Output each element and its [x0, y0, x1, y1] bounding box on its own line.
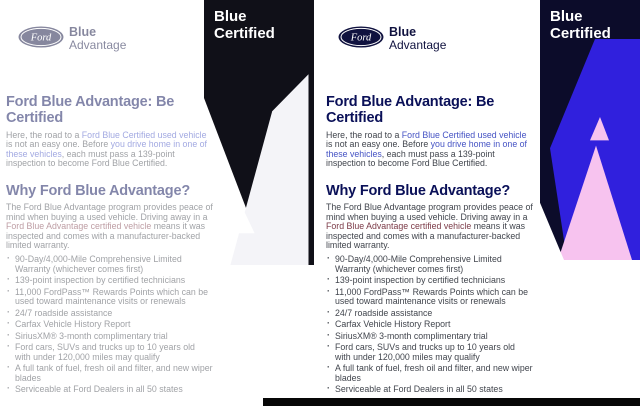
- paragraph-text: , each must pass a 139-point inspection to become Ford Blue Certified.: [6, 148, 175, 169]
- paragraph-text: , each must pass a 139-point inspection to become Ford Blue Certified.: [326, 148, 495, 169]
- logo-wordmark: [69, 26, 126, 52]
- list-item: · 139-point inspection by certified technicians: [326, 276, 533, 286]
- list-item: · Ford cars, SUVs and trucks up to 10 years old with under 120,000 miles may qualify: [326, 343, 533, 362]
- list-item: · 24/7 roadside assistance: [326, 309, 533, 319]
- list-item: · Serviceable at Ford Dealers in all 50 states: [6, 385, 213, 395]
- be-certified-heading: Ford Blue Advantage: Be Certified: [326, 94, 495, 126]
- benefits-list: [326, 255, 533, 395]
- why-heading: Why Ford Blue Advantage?: [326, 182, 510, 199]
- page-copy-vivid: [320, 0, 640, 406]
- banner-title-line2: Certified: [214, 24, 275, 42]
- list-item: · A full tank of fuel, fresh oil and filter, and new wiper blades: [326, 364, 533, 383]
- list-item: · 90-Day/4,000-Mile Comprehensive Limited Warranty (whichever comes first): [6, 255, 213, 274]
- list-item: · 11,000 FordPass™ Rewards Points which can be used toward maintenance visits or renewals: [6, 288, 213, 307]
- paragraph-text: The Ford Blue Advantage program provides peace of mind when buying a used vehicle. Driving away in a: [326, 202, 533, 222]
- certified-vehicle-accent-link[interactable]: Ford Blue Advantage certified vehicle: [326, 221, 472, 232]
- wordmark-advantage: Advantage: [69, 38, 127, 53]
- list-item: · Serviceable at Ford Dealers in all 50 states: [326, 385, 533, 395]
- vehicles-link[interactable]: you drive home in one of these vehicles: [326, 139, 527, 159]
- banner-title-line1: Blue: [214, 8, 247, 25]
- list-item: · A full tank of fuel, fresh oil and filter, and new wiper blades: [6, 364, 213, 383]
- ford-oval-text: Ford: [350, 32, 372, 43]
- paragraph-text: is not an easy one. Before: [6, 139, 111, 150]
- list-item: · 90-Day/4,000-Mile Comprehensive Limited Warranty (whichever comes first): [326, 255, 533, 274]
- wordmark-blue: Blue: [389, 25, 417, 40]
- certified-vehicle-link[interactable]: Ford Blue Certified used vehicle: [81, 129, 207, 140]
- vehicles-link[interactable]: you drive home in one of these vehicles: [6, 139, 207, 159]
- wordmark-advantage: Advantage: [389, 38, 447, 53]
- list-item: · 11,000 FordPass™ Rewards Points which can be used toward maintenance visits or renewals: [326, 288, 533, 307]
- benefits-list: [6, 255, 213, 395]
- ford-blue-advantage-logo: [338, 16, 533, 62]
- list-item: · Carfax Vehicle History Report: [6, 320, 213, 330]
- paragraph-text: Here, the road to a: [6, 129, 82, 140]
- blue-certified-banner: [204, 0, 314, 265]
- banner-title: [540, 0, 640, 43]
- banner-title-line2: Certified: [550, 24, 611, 42]
- be-certified-paragraph: [326, 131, 533, 169]
- logo-wordmark: [389, 26, 446, 52]
- banner-title-line1: Blue: [550, 8, 583, 25]
- list-item: · 139-point inspection by certified technicians: [6, 276, 213, 286]
- ford-blue-advantage-logo: [18, 16, 213, 62]
- certified-vehicle-accent-link[interactable]: Ford Blue Advantage certified vehicle: [6, 221, 152, 232]
- why-heading: Why Ford Blue Advantage?: [6, 182, 190, 199]
- ford-oval-logo-icon: [338, 26, 384, 53]
- paragraph-text: is not an easy one. Before: [326, 139, 431, 150]
- paragraph-text: means it was inspected and comes with a manufacturer-backed limited warranty.: [6, 221, 206, 251]
- be-certified-paragraph: [6, 131, 213, 169]
- ford-oval-logo-icon: [18, 26, 64, 53]
- list-item: · 24/7 roadside assistance: [6, 309, 213, 319]
- list-item: · SiriusXM® 3-month complimentary trial: [6, 332, 213, 342]
- page-content: [6, 16, 213, 397]
- list-item: · SiriusXM® 3-month complimentary trial: [326, 332, 533, 342]
- paragraph-text: means it was inspected and comes with a manufacturer-backed limited warranty.: [326, 221, 526, 251]
- paragraph-text: Here, the road to a: [326, 129, 402, 140]
- banner-title: [204, 0, 314, 43]
- footer-bar: [263, 398, 640, 406]
- list-item: · Ford cars, SUVs and trucks up to 10 years old with under 120,000 miles may qualify: [6, 343, 213, 362]
- page-content: [326, 16, 533, 397]
- list-item: · Carfax Vehicle History Report: [326, 320, 533, 330]
- wordmark-blue: Blue: [69, 25, 97, 40]
- why-paragraph: [326, 203, 533, 250]
- blue-certified-banner: [540, 0, 640, 260]
- ford-oval-text: Ford: [30, 32, 52, 43]
- certified-vehicle-link[interactable]: Ford Blue Certified used vehicle: [401, 129, 527, 140]
- be-certified-heading: Ford Blue Advantage: Be Certified: [6, 94, 175, 126]
- paragraph-text: The Ford Blue Advantage program provides peace of mind when buying a used vehicle. Driving away in a: [6, 202, 213, 222]
- why-paragraph: [6, 203, 213, 250]
